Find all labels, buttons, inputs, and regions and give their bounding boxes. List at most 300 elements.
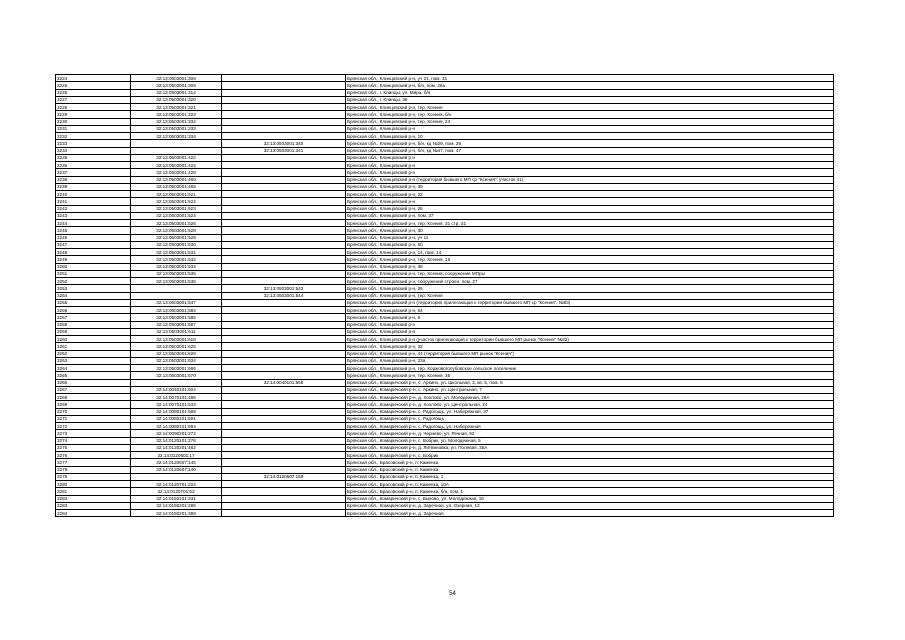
cadastral-number-alt-cell bbox=[222, 307, 346, 314]
table-row bbox=[56, 183, 834, 190]
table-row bbox=[56, 191, 834, 198]
cadastral-number-alt-cell: 32:13:0503001:543 bbox=[222, 285, 346, 292]
row-number-cell: 3269 bbox=[56, 401, 131, 408]
cadastral-number-cell: 32:13:0503001:611 bbox=[131, 328, 222, 335]
table-row bbox=[56, 140, 834, 147]
row-number-cell: 3277 bbox=[56, 459, 131, 466]
cadastral-number-cell: 32:13:0503001:585 bbox=[131, 314, 222, 321]
table-row bbox=[56, 176, 834, 183]
address-cell: Брянская обл., Клинцовский р-н bbox=[346, 125, 834, 132]
table-row bbox=[56, 372, 834, 379]
cadastral-number-cell: 32:14:0120601:17 bbox=[131, 452, 222, 459]
table-row bbox=[56, 408, 834, 415]
address-cell: Брянская обл., Комаричский р-н, с. Аркино, ул. Школьная, 3, кв. 5, пом. 5 bbox=[346, 379, 834, 386]
row-number-cell: 3274 bbox=[56, 437, 131, 444]
address-cell: Брянская обл., Клинцовский р-н, 6б bbox=[346, 241, 834, 248]
address-cell: Брянская обл., Клинцовский р-н, 44 (территория бывшего МП рынок "Ксения") bbox=[346, 350, 834, 357]
address-cell: Брянская обл., Клинцовский р-н, 26 bbox=[346, 205, 834, 212]
cadastral-number-alt-cell bbox=[222, 452, 346, 459]
address-cell: Брянская обл., Комаричский р-н, с. Быково, ул. Молодежная, 16 bbox=[346, 495, 834, 502]
table-row bbox=[56, 227, 834, 234]
table-row bbox=[56, 328, 834, 335]
address-cell: Брянская обл., Клинцовский р-н, 10 bbox=[346, 133, 834, 140]
cadastral-number-cell: 32:13:0503001:465 bbox=[131, 183, 222, 190]
cadastral-number-cell: 32:13:0503001:670 bbox=[131, 372, 222, 379]
row-number-cell: 3252 bbox=[56, 278, 131, 285]
row-number-cell: 3253 bbox=[56, 285, 131, 292]
cadastral-number-cell: 32:13:0503001:460 bbox=[131, 176, 222, 183]
cadastral-number-alt-cell bbox=[222, 510, 346, 517]
address-cell: Брянская обл., Комаричский р-н, д. Литвиновка, ул. Полевая, 35А bbox=[346, 444, 834, 451]
table-row bbox=[56, 488, 834, 495]
address-cell: Брянская обл., Комаричский р-н, д. Хохлово, ул. Центральная, 24 bbox=[346, 401, 834, 408]
row-number-cell: 3239 bbox=[56, 183, 131, 190]
table-row bbox=[56, 147, 834, 154]
cadastral-number-alt-cell bbox=[222, 372, 346, 379]
cadastral-number-cell: 32:13:0503001:618 bbox=[131, 336, 222, 343]
table-row bbox=[56, 307, 834, 314]
cadastral-number-cell: 32:13:0503001:320 bbox=[131, 96, 222, 103]
table-row bbox=[56, 278, 834, 285]
row-number-cell: 3241 bbox=[56, 198, 131, 205]
address-cell: Брянская обл., Клинцовский р-н, тер. Ксения, 35 bbox=[346, 372, 834, 379]
table-row bbox=[56, 365, 834, 372]
row-number-cell: 3280 bbox=[56, 481, 131, 488]
row-number-cell: 3265 bbox=[56, 372, 131, 379]
row-number-cell: 3257 bbox=[56, 314, 131, 321]
address-cell: Брянская обл., Комаричский р-н, с. Аркино, ул. Центральная, 7 bbox=[346, 386, 834, 393]
row-number-cell: 3281 bbox=[56, 488, 131, 495]
address-cell: Брянская обл., Клинцовский р-н, тер. Ксения bbox=[346, 292, 834, 299]
cadastral-number-alt-cell bbox=[222, 365, 346, 372]
cadastral-number-cell: 32:13:0503001:634 bbox=[131, 357, 222, 364]
address-cell: Брянская обл., Комаричский р-н, с. Радогощь, ул. Набережная, 37 bbox=[346, 408, 834, 415]
table-row bbox=[56, 118, 834, 125]
table-row bbox=[56, 212, 834, 219]
cadastral-number-cell: 32:14:0150201:389 bbox=[131, 510, 222, 517]
cadastral-number-cell: 32:14:0070101:498 bbox=[131, 394, 222, 401]
cadastral-number-cell bbox=[131, 285, 222, 292]
address-cell: Брянская обл., Комаричский р-н, д. Чернево, ул. Речная, 52 bbox=[346, 430, 834, 437]
cadastral-number-alt-cell bbox=[222, 488, 346, 495]
cadastral-number-alt-cell bbox=[222, 430, 346, 437]
cadastral-number-alt-cell bbox=[222, 220, 346, 227]
address-cell: Брянская обл., Комаричский р-н, д. Хохлово, ул. Молодежная, 26А bbox=[346, 394, 834, 401]
address-cell: Брянская обл., Клинцовский р-н, тер. Коржовоголубовское сельское поселение bbox=[346, 365, 834, 372]
table-row bbox=[56, 423, 834, 430]
cadastral-number-cell: 32:13:0503001:529 bbox=[131, 234, 222, 241]
address-cell: Брянская обл., Клинцовский р-н, тер. Ксения, 24 bbox=[346, 118, 834, 125]
table-row bbox=[56, 343, 834, 350]
row-number-cell: 3231 bbox=[56, 125, 131, 132]
row-number-cell: 3242 bbox=[56, 205, 131, 212]
cadastral-number-alt-cell bbox=[222, 481, 346, 488]
row-number-cell: 3264 bbox=[56, 365, 131, 372]
table-row bbox=[56, 133, 834, 140]
row-number-cell: 3224 bbox=[56, 75, 131, 82]
cadastral-number-cell: 32:14:0120101:276 bbox=[131, 437, 222, 444]
table-row bbox=[56, 96, 834, 103]
row-number-cell: 3250 bbox=[56, 263, 131, 270]
row-number-cell: 3276 bbox=[56, 452, 131, 459]
row-number-cell: 3229 bbox=[56, 111, 131, 118]
address-cell: Брянская обл., Комаричский р-н, д. Заречная bbox=[346, 510, 834, 517]
address-cell: Брянская обл., Клинцовский р-н, 39 bbox=[346, 183, 834, 190]
address-cell: Брянская обл., Брасовский р-н, п. Каменка bbox=[346, 466, 834, 473]
cadastral-number-cell: 32:14:0150201:286 bbox=[131, 502, 222, 509]
row-number-cell: 3261 bbox=[56, 343, 131, 350]
cadastral-number-cell: 32:13:0503001:521 bbox=[131, 191, 222, 198]
property-registry-table bbox=[55, 74, 834, 517]
table-row bbox=[56, 510, 834, 517]
cadastral-number-cell: 32:13:0503001:530 bbox=[131, 241, 222, 248]
address-cell: Брянская обл., Клинцовский р-н, тер. Ксения, 31 стр. 21 bbox=[346, 220, 834, 227]
cadastral-number-cell: 32:13:0503001:333 bbox=[131, 125, 222, 132]
cadastral-number-alt-cell bbox=[222, 466, 346, 473]
cadastral-number-alt-cell bbox=[222, 336, 346, 343]
address-cell: Брянская обл., Клинцовский р-н, б/н, пом. 26а bbox=[346, 82, 834, 89]
cadastral-number-cell: 32:13:0503001:584 bbox=[131, 307, 222, 314]
cadastral-number-cell: 32:14:0150101:331 bbox=[131, 495, 222, 502]
cadastral-number-cell: 32:13:0503001:628 bbox=[131, 350, 222, 357]
cadastral-number-cell: 32:13:0503001:309 bbox=[131, 82, 222, 89]
address-cell: Брянская обл., г. Клинцы, ул. Мира, б/н bbox=[346, 89, 834, 96]
cadastral-number-cell: 32:14:0090201:272 bbox=[131, 430, 222, 437]
row-number-cell: 3256 bbox=[56, 307, 131, 314]
row-number-cell: 3278 bbox=[56, 466, 131, 473]
row-number-cell: 3266 bbox=[56, 379, 131, 386]
cadastral-number-cell: 32:14:0120701:53 bbox=[131, 488, 222, 495]
table-row bbox=[56, 459, 834, 466]
address-cell: Брянская обл., Клинцовский р-н, пом. 37 bbox=[346, 212, 834, 219]
cadastral-number-cell: 32:14:0120607:145 bbox=[131, 459, 222, 466]
row-number-cell: 3270 bbox=[56, 408, 131, 415]
row-number-cell: 3259 bbox=[56, 328, 131, 335]
table-row bbox=[56, 285, 834, 292]
row-number-cell: 3248 bbox=[56, 249, 131, 256]
cadastral-number-cell: 32:14:0120607:140 bbox=[131, 466, 222, 473]
cadastral-number-cell: 32:13:0503001:314 bbox=[131, 89, 222, 96]
address-cell: Брянская обл., Клинцовский р-н, 64 bbox=[346, 307, 834, 314]
row-number-cell: 3237 bbox=[56, 169, 131, 176]
table-row bbox=[56, 336, 834, 343]
table-row bbox=[56, 452, 834, 459]
row-number-cell: 3247 bbox=[56, 241, 131, 248]
row-number-cell: 3226 bbox=[56, 89, 131, 96]
cadastral-number-cell: 32:14:0080101:569 bbox=[131, 408, 222, 415]
cadastral-number-alt-cell bbox=[222, 118, 346, 125]
cadastral-number-cell: 32:13:0503001:532 bbox=[131, 256, 222, 263]
table-row bbox=[56, 169, 834, 176]
cadastral-number-alt-cell bbox=[222, 198, 346, 205]
row-number-cell: 3233 bbox=[56, 140, 131, 147]
cadastral-number-alt-cell bbox=[222, 256, 346, 263]
address-cell: Брянская обл., Клинцовский р-н bbox=[346, 169, 834, 176]
table-row bbox=[56, 314, 834, 321]
cadastral-number-cell: 32:13:0503001:535 bbox=[131, 270, 222, 277]
table-row bbox=[56, 111, 834, 118]
address-cell: Брянская обл., Брасовский р-н, п. Каменка, б/н, пом. 1 bbox=[346, 488, 834, 495]
table-row bbox=[56, 495, 834, 502]
table-row bbox=[56, 256, 834, 263]
cadastral-number-alt-cell bbox=[222, 263, 346, 270]
address-cell: Брянская обл., Клинцовский р-н, 32 bbox=[346, 343, 834, 350]
address-cell: Брянская обл., Клинцовский р-н, сооружение строен. пом. 27 bbox=[346, 278, 834, 285]
cadastral-number-alt-cell: 32:14:0120607:159 bbox=[222, 473, 346, 480]
cadastral-number-cell: 32:14:0080101:591 bbox=[131, 415, 222, 422]
address-cell: Брянская обл., Клинцовский р-н bbox=[346, 198, 834, 205]
table-row bbox=[56, 75, 834, 82]
cadastral-number-alt-cell bbox=[222, 423, 346, 430]
address-cell: Брянская обл., Комаричский р-н, с. Радогощь, ул. Набережная bbox=[346, 423, 834, 430]
cadastral-number-alt-cell bbox=[222, 357, 346, 364]
address-cell: Брянская обл., Комаричский р-н, д. Заречная, ул. Озерная, 13 bbox=[346, 502, 834, 509]
row-number-cell: 3249 bbox=[56, 256, 131, 263]
table-row bbox=[56, 198, 834, 205]
address-cell: Брянская обл., г. Клинцы, 36 bbox=[346, 96, 834, 103]
cadastral-number-cell: 32:14:0070101:533 bbox=[131, 401, 222, 408]
cadastral-number-cell: 32:13:0503001:666 bbox=[131, 365, 222, 372]
cadastral-number-alt-cell bbox=[222, 82, 346, 89]
cadastral-number-alt-cell bbox=[222, 75, 346, 82]
cadastral-number-alt-cell: 32:13:0503001:340 bbox=[222, 140, 346, 147]
address-cell: Брянская обл., Клинцовский р-н, 26 bbox=[346, 285, 834, 292]
cadastral-number-alt-cell bbox=[222, 299, 346, 306]
row-number-cell: 3232 bbox=[56, 133, 131, 140]
cadastral-number-alt-cell bbox=[222, 205, 346, 212]
table-row bbox=[56, 89, 834, 96]
table-row bbox=[56, 205, 834, 212]
address-cell: Брянская обл., Клинцовский р-н, уч 11 bbox=[346, 234, 834, 241]
cadastral-number-alt-cell bbox=[222, 176, 346, 183]
cadastral-number-alt-cell bbox=[222, 104, 346, 111]
cadastral-number-cell: 32:14:0120701:224 bbox=[131, 481, 222, 488]
cadastral-number-cell: 32:13:0503001:422 bbox=[131, 154, 222, 161]
address-cell: Брянская обл., Клинцовский р-н, б/н, кд №47, пом. 47 bbox=[346, 147, 834, 154]
table-row bbox=[56, 415, 834, 422]
row-number-cell: 3258 bbox=[56, 321, 131, 328]
address-cell: Брянская обл., Клинцовский р-н, тер. Ксения, б/н bbox=[346, 111, 834, 118]
row-number-cell: 3271 bbox=[56, 415, 131, 422]
address-cell: Брянская обл., Клинцовский р-н, 22 bbox=[346, 191, 834, 198]
cadastral-number-cell: 32:14:0080101:594 bbox=[131, 423, 222, 430]
cadastral-number-cell: 32:13:0503001:321 bbox=[131, 104, 222, 111]
address-cell: Брянская обл., Клинцовский р-н (территория бывшего МП ср "Ксения", участок 41) bbox=[346, 176, 834, 183]
row-number-cell: 3236 bbox=[56, 162, 131, 169]
cadastral-number-cell bbox=[131, 379, 222, 386]
table-row bbox=[56, 104, 834, 111]
table-row bbox=[56, 473, 834, 480]
cadastral-number-cell: 32:13:0503001:424 bbox=[131, 162, 222, 169]
table-row bbox=[56, 299, 834, 306]
table-row bbox=[56, 386, 834, 393]
cadastral-number-alt-cell bbox=[222, 314, 346, 321]
cadastral-number-cell: 32:13:0503001:528 bbox=[131, 227, 222, 234]
row-number-cell: 3282 bbox=[56, 495, 131, 502]
cadastral-number-alt-cell bbox=[222, 270, 346, 277]
address-cell: Брянская обл., Клинцовский р-н, тер. Ксения, сооружение МПры bbox=[346, 270, 834, 277]
table-row bbox=[56, 502, 834, 509]
table-row bbox=[56, 241, 834, 248]
address-cell: Брянская обл., Клинцовский р-н bbox=[346, 154, 834, 161]
table-row bbox=[56, 401, 834, 408]
address-cell: Брянская обл., Брасовский р-н, п. Каменка, 10А bbox=[346, 481, 834, 488]
cadastral-number-alt-cell bbox=[222, 386, 346, 393]
table-row bbox=[56, 292, 834, 299]
address-cell: Брянская обл., Клинцовский р-н, 5 bbox=[346, 314, 834, 321]
address-cell: Брянская обл., Клинцовский р-н, 30 bbox=[346, 227, 834, 234]
cadastral-number-cell: 32:13:0503001:523 bbox=[131, 205, 222, 212]
table-row bbox=[56, 481, 834, 488]
table-row bbox=[56, 234, 834, 241]
cadastral-number-alt-cell bbox=[222, 459, 346, 466]
address-cell: Брянская обл., Клинцовский р-н (территория прилегающая к территории бывшего МП ср "Ксения", №83) bbox=[346, 299, 834, 306]
cadastral-number-alt-cell bbox=[222, 321, 346, 328]
row-number-cell: 3251 bbox=[56, 270, 131, 277]
table-row bbox=[56, 350, 834, 357]
address-cell: Брянская обл., Клинцовский р-н, 14, пом. 14 bbox=[346, 249, 834, 256]
address-cell: Брянская обл., Клинцовский р-н, уч 21, пом. 31 bbox=[346, 75, 834, 82]
cadastral-number-alt-cell bbox=[222, 133, 346, 140]
table-row bbox=[56, 263, 834, 270]
cadastral-number-alt-cell bbox=[222, 227, 346, 234]
table-row bbox=[56, 437, 834, 444]
cadastral-number-alt-cell bbox=[222, 408, 346, 415]
row-number-cell: 3245 bbox=[56, 227, 131, 234]
cadastral-number-alt-cell bbox=[222, 328, 346, 335]
cadastral-number-cell: 32:14:0120201:462 bbox=[131, 444, 222, 451]
cadastral-number-cell: 32:13:0503001:547 bbox=[131, 299, 222, 306]
address-cell: Брянская обл., Комаричский р-н, с. Бобрик, ул. Молодежная, 5 bbox=[346, 437, 834, 444]
cadastral-number-alt-cell bbox=[222, 278, 346, 285]
cadastral-number-alt-cell bbox=[222, 394, 346, 401]
row-number-cell: 3268 bbox=[56, 394, 131, 401]
cadastral-number-cell bbox=[131, 292, 222, 299]
cadastral-number-alt-cell bbox=[222, 401, 346, 408]
row-number-cell: 3260 bbox=[56, 336, 131, 343]
table-row bbox=[56, 466, 834, 473]
row-number-cell: 3255 bbox=[56, 299, 131, 306]
row-number-cell: 3263 bbox=[56, 357, 131, 364]
cadastral-number-cell: 32:13:0503001:332 bbox=[131, 118, 222, 125]
row-number-cell: 3246 bbox=[56, 234, 131, 241]
address-cell: Брянская обл., Клинцовский р-н bbox=[346, 162, 834, 169]
cadastral-number-alt-cell bbox=[222, 125, 346, 132]
cadastral-number-alt-cell bbox=[222, 154, 346, 161]
table-row bbox=[56, 321, 834, 328]
cadastral-number-cell: 32:14:0040101:604 bbox=[131, 386, 222, 393]
address-cell: Брянская обл., Клинцовский р-н bbox=[346, 328, 834, 335]
table-row bbox=[56, 154, 834, 161]
row-number-cell: 3254 bbox=[56, 292, 131, 299]
address-cell: Брянская обл., Клинцовский р-н bbox=[346, 321, 834, 328]
cadastral-number-cell: 32:13:0503001:522 bbox=[131, 198, 222, 205]
cadastral-number-alt-cell bbox=[222, 162, 346, 169]
cadastral-number-alt-cell bbox=[222, 212, 346, 219]
cadastral-number-alt-cell bbox=[222, 169, 346, 176]
row-number-cell: 3225 bbox=[56, 82, 131, 89]
row-number-cell: 3279 bbox=[56, 473, 131, 480]
table-row bbox=[56, 379, 834, 386]
cadastral-number-alt-cell: 32:14:0040101:566 bbox=[222, 379, 346, 386]
cadastral-number-alt-cell: 32:13:0503001:544 bbox=[222, 292, 346, 299]
row-number-cell: 3235 bbox=[56, 154, 131, 161]
address-cell: Брянская обл., Комаричский р-н, с. Бобрик bbox=[346, 452, 834, 459]
cadastral-number-cell bbox=[131, 147, 222, 154]
cadastral-number-alt-cell bbox=[222, 96, 346, 103]
table-row bbox=[56, 394, 834, 401]
cadastral-number-alt-cell bbox=[222, 183, 346, 190]
row-number-cell: 3228 bbox=[56, 104, 131, 111]
page-number: 54 bbox=[449, 591, 456, 597]
cadastral-number-alt-cell bbox=[222, 191, 346, 198]
address-cell: Брянская обл., Клинцовский р-н, 23а bbox=[346, 357, 834, 364]
row-number-cell: 3272 bbox=[56, 423, 131, 430]
cadastral-number-cell: 32:13:0503001:323 bbox=[131, 111, 222, 118]
cadastral-number-cell: 32:13:0503001:625 bbox=[131, 343, 222, 350]
table-row bbox=[56, 125, 834, 132]
table-row bbox=[56, 82, 834, 89]
cadastral-number-cell: 32:13:0503001:524 bbox=[131, 212, 222, 219]
table-row bbox=[56, 270, 834, 277]
cadastral-number-cell: 32:13:0503001:334 bbox=[131, 133, 222, 140]
cadastral-number-cell bbox=[131, 140, 222, 147]
row-number-cell: 3273 bbox=[56, 430, 131, 437]
table-row bbox=[56, 220, 834, 227]
row-number-cell: 3227 bbox=[56, 96, 131, 103]
row-number-cell: 3230 bbox=[56, 118, 131, 125]
cadastral-number-cell: 32:13:0503001:536 bbox=[131, 278, 222, 285]
row-number-cell: 3275 bbox=[56, 444, 131, 451]
registry-table-body bbox=[56, 75, 834, 517]
address-cell: Брянская обл., Брасовский р-н, п. Каменка bbox=[346, 459, 834, 466]
row-number-cell: 3283 bbox=[56, 502, 131, 509]
address-cell: Брянская обл., Клинцовский р-н, тер. Ксения, 19 bbox=[346, 256, 834, 263]
cadastral-number-alt-cell bbox=[222, 437, 346, 444]
address-cell: Брянская обл., Клинцовский р-н, 38 bbox=[346, 263, 834, 270]
address-cell: Брянская обл., Комаричский р-н, с. Радогощь bbox=[346, 415, 834, 422]
cadastral-number-alt-cell bbox=[222, 502, 346, 509]
cadastral-number-cell: 32:13:0503001:534 bbox=[131, 263, 222, 270]
cadastral-number-alt-cell bbox=[222, 415, 346, 422]
cadastral-number-cell: 32:13:0503001:587 bbox=[131, 321, 222, 328]
table-row bbox=[56, 430, 834, 437]
cadastral-number-alt-cell bbox=[222, 350, 346, 357]
cadastral-number-cell: 32:13:0503001:308 bbox=[131, 75, 222, 82]
row-number-cell: 3234 bbox=[56, 147, 131, 154]
row-number-cell: 3267 bbox=[56, 386, 131, 393]
cadastral-number-alt-cell: 32:13:0503001:341 bbox=[222, 147, 346, 154]
cadastral-number-alt-cell bbox=[222, 343, 346, 350]
cadastral-number-cell: 32:13:0503001:526 bbox=[131, 220, 222, 227]
cadastral-number-alt-cell bbox=[222, 241, 346, 248]
address-cell: Брянская обл., Клинцовский р-н (участок прилегающий к территории бывшего МП рынок "Ксения" №22) bbox=[346, 336, 834, 343]
cadastral-number-cell bbox=[131, 473, 222, 480]
row-number-cell: 3244 bbox=[56, 220, 131, 227]
row-number-cell: 3240 bbox=[56, 191, 131, 198]
table-row bbox=[56, 357, 834, 364]
cadastral-number-cell: 32:13:0503001:428 bbox=[131, 169, 222, 176]
table-row bbox=[56, 162, 834, 169]
cadastral-number-alt-cell bbox=[222, 89, 346, 96]
table-row bbox=[56, 249, 834, 256]
cadastral-number-cell: 32:13:0503001:531 bbox=[131, 249, 222, 256]
cadastral-number-alt-cell bbox=[222, 111, 346, 118]
cadastral-number-alt-cell bbox=[222, 444, 346, 451]
row-number-cell: 3238 bbox=[56, 176, 131, 183]
cadastral-number-alt-cell bbox=[222, 249, 346, 256]
row-number-cell: 3262 bbox=[56, 350, 131, 357]
